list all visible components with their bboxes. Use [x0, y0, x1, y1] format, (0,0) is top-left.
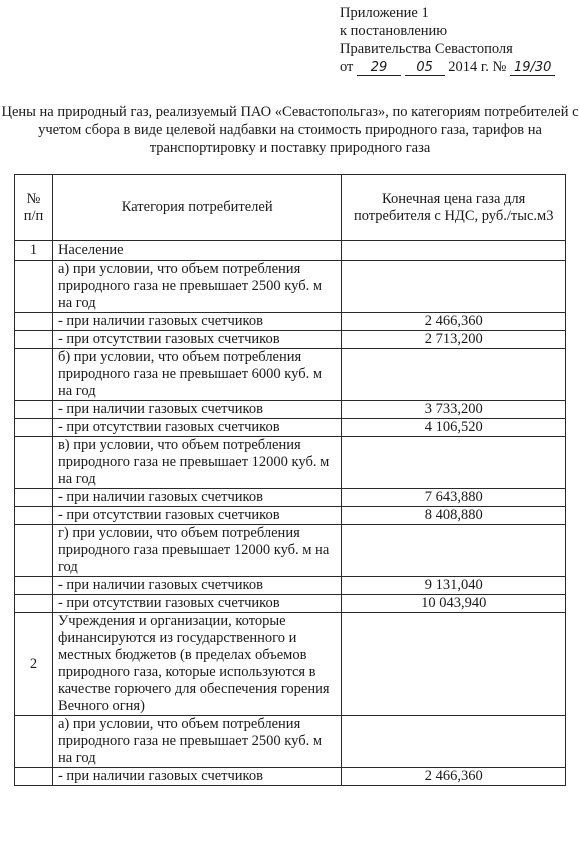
- row-num: [15, 489, 53, 507]
- row-category: - при отсутствии газовых счетчиков: [52, 331, 341, 349]
- row-num: [15, 419, 53, 437]
- row-price: [342, 525, 566, 577]
- table-row: [15, 419, 566, 437]
- row-price: [342, 716, 566, 768]
- table-row: [15, 241, 566, 261]
- row-category: г) при условии, что объем потребления природного газа превышает 12000 куб. м на год: [52, 525, 341, 577]
- row-category: - при наличии газовых счетчиков: [52, 577, 341, 595]
- table-row: [15, 716, 566, 768]
- row-category: - при наличии газовых счетчиков: [52, 489, 341, 507]
- row-category: - при наличии газовых счетчиков: [52, 313, 341, 331]
- table-row: [15, 489, 566, 507]
- appendix-header: [340, 4, 555, 76]
- table-header-row: [15, 175, 566, 241]
- row-price: [342, 261, 566, 313]
- table-row: [15, 437, 566, 489]
- table-row: [15, 613, 566, 716]
- date-month: 05: [405, 60, 445, 76]
- date-year: 2014 г. №: [448, 59, 507, 75]
- row-num: [15, 313, 53, 331]
- table-row: [15, 525, 566, 577]
- row-price: [342, 241, 566, 261]
- row-price: 2 466,360: [342, 313, 566, 331]
- row-price: 8 408,880: [342, 507, 566, 525]
- row-category: в) при условии, что объем потребления природного газа не превышает 12000 куб. м на год: [52, 437, 341, 489]
- row-num: [15, 261, 53, 313]
- table-row: [15, 349, 566, 401]
- row-price: [342, 613, 566, 716]
- row-price: 9 131,040: [342, 577, 566, 595]
- row-category: а) при условии, что объем потребления природного газа не превышает 2500 куб. м на год: [52, 261, 341, 313]
- row-price: 4 106,520: [342, 419, 566, 437]
- table-row: [15, 261, 566, 313]
- table-row: [15, 577, 566, 595]
- row-num: [15, 577, 53, 595]
- header-num: № п/п: [15, 175, 53, 241]
- row-num: [15, 595, 53, 613]
- row-num: [15, 349, 53, 401]
- row-category: а) при условии, что объем потребления природного газа не превышает 2500 куб. м на год: [52, 716, 341, 768]
- row-category: - при отсутствии газовых счетчиков: [52, 507, 341, 525]
- row-category: Учреждения и организации, которые финансируются из государственного и местных бюджетов (в пределах объемов природного газа, которые используются в качестве горючего для обеспечения горения Вечного огня): [52, 613, 341, 716]
- row-price: [342, 349, 566, 401]
- date-prefix: от: [340, 59, 354, 75]
- table-row: [15, 401, 566, 419]
- appendix-date-line: [340, 58, 555, 76]
- date-day: 29: [357, 60, 401, 76]
- document-title: Цены на природный газ, реализуемый ПАО «Севастопольгаз», по категориям потребителей с учетом сбора в виде целевой надбавки на стоимость природного газа, тарифов на транспортировку и поставку природного газа: [1, 104, 579, 156]
- table-row: [15, 331, 566, 349]
- appendix-line-3: Правительства Севастополя: [340, 41, 513, 57]
- row-category: - при отсутствии газовых счетчиков: [52, 419, 341, 437]
- header-category: Категория потребителей: [52, 175, 341, 241]
- row-num: [15, 331, 53, 349]
- row-category: - при наличии газовых счетчиков: [52, 401, 341, 419]
- appendix-line-1: Приложение 1: [340, 5, 429, 21]
- row-price: 10 043,940: [342, 595, 566, 613]
- row-price: 2 466,360: [342, 768, 566, 786]
- row-category: Население: [52, 241, 341, 261]
- row-num: [15, 716, 53, 768]
- row-num: [15, 437, 53, 489]
- row-num: 1: [15, 241, 53, 261]
- row-price: [342, 437, 566, 489]
- table-row: [15, 507, 566, 525]
- row-num: [15, 507, 53, 525]
- row-num: [15, 525, 53, 577]
- header-price: Конечная цена газа для потребителя с НДС, руб./тыс.м3: [342, 175, 566, 241]
- row-category: - при наличии газовых счетчиков: [52, 768, 341, 786]
- row-category: - при отсутствии газовых счетчиков: [52, 595, 341, 613]
- table-row: [15, 768, 566, 786]
- row-category: б) при условии, что объем потребления природного газа не превышает 6000 куб. м на год: [52, 349, 341, 401]
- row-price: 7 643,880: [342, 489, 566, 507]
- table-row: [15, 595, 566, 613]
- resolution-number: 19/30: [510, 60, 555, 76]
- row-num: 2: [15, 613, 53, 716]
- table-row: [15, 313, 566, 331]
- row-num: [15, 768, 53, 786]
- appendix-line-2: к постановлению: [340, 23, 448, 39]
- row-price: 2 713,200: [342, 331, 566, 349]
- row-price: 3 733,200: [342, 401, 566, 419]
- row-num: [15, 401, 53, 419]
- price-table: [14, 174, 566, 786]
